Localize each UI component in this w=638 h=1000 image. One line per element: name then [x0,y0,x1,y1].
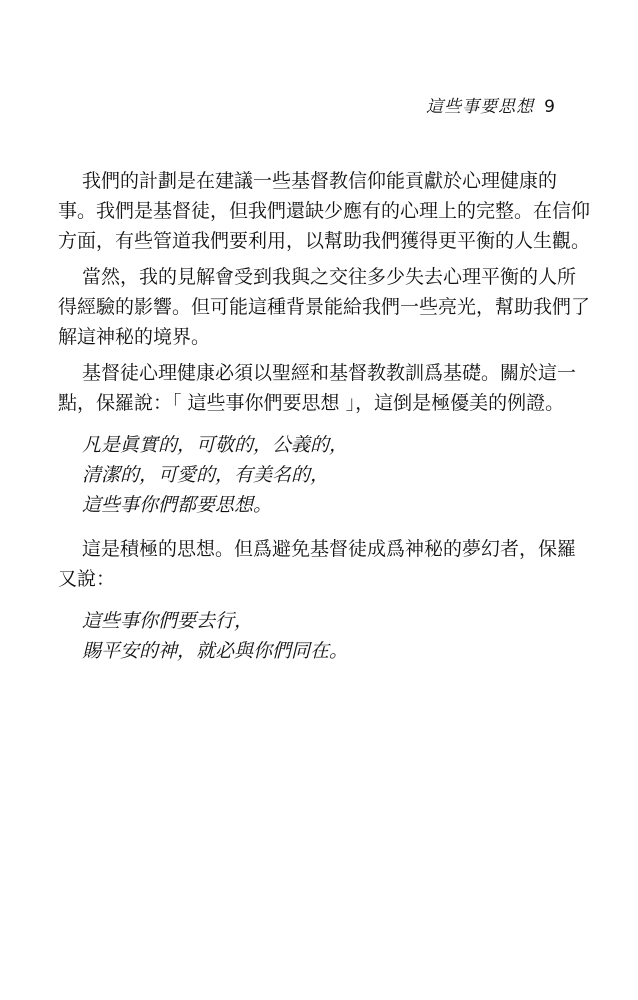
body-text [58,166,591,680]
paragraph-line: 這是積極的思想。但爲避免基督徒成爲神秘的夢幻者，保羅 [82,538,577,560]
paragraph-4 [58,534,577,594]
page-number: 9 [544,97,556,117]
paragraph-line: 又說： [58,568,116,590]
paragraph-line: 事。我們是基督徒，但我們還缺少應有的心理上的完整。在信仰 [58,200,591,222]
paragraph-line: 基督徒心理健康必須以聖經和基督教教訓爲基礎。關於這一 [82,362,577,384]
paragraph-2 [58,262,591,352]
paragraph-1 [58,166,591,256]
verse-line: 清潔的，可愛的，有美名的， [82,464,330,486]
paragraph-line: 當然，我的見解會受到我與之交往多少失去心理平衡的人所 [82,266,577,288]
paragraph-3 [58,358,577,418]
paragraph-line: 解這神秘的境界。 [58,326,211,348]
verse-line: 這些事你們都要思想。 [82,494,273,516]
running-header [426,92,556,117]
paragraph-line: 得經驗的影響。但可能這種背景能給我們一些亮光，幫助我們了 [58,296,591,318]
verse-quote-1 [82,430,562,520]
verse-line: 凡是眞實的，可敬的，公義的， [82,434,349,456]
paragraph-line: 方面，有些管道我們要利用，以幫助我們獲得更平衡的人生觀。 [58,230,591,252]
paragraph-line: 點，保羅說：「 這些事你們要思想 」，這倒是極優美的例證。 [58,392,565,414]
verse-line: 這些事你們要去行， [82,610,254,632]
paragraph-line: 我們的計劃是在建議一些基督教信仰能貢獻於心理健康的 [82,170,558,192]
verse-quote-2 [82,606,562,666]
verse-line: 賜平安的神，就必與你們同在。 [82,640,349,662]
running-header-title: 這些事要思想 [426,97,535,117]
